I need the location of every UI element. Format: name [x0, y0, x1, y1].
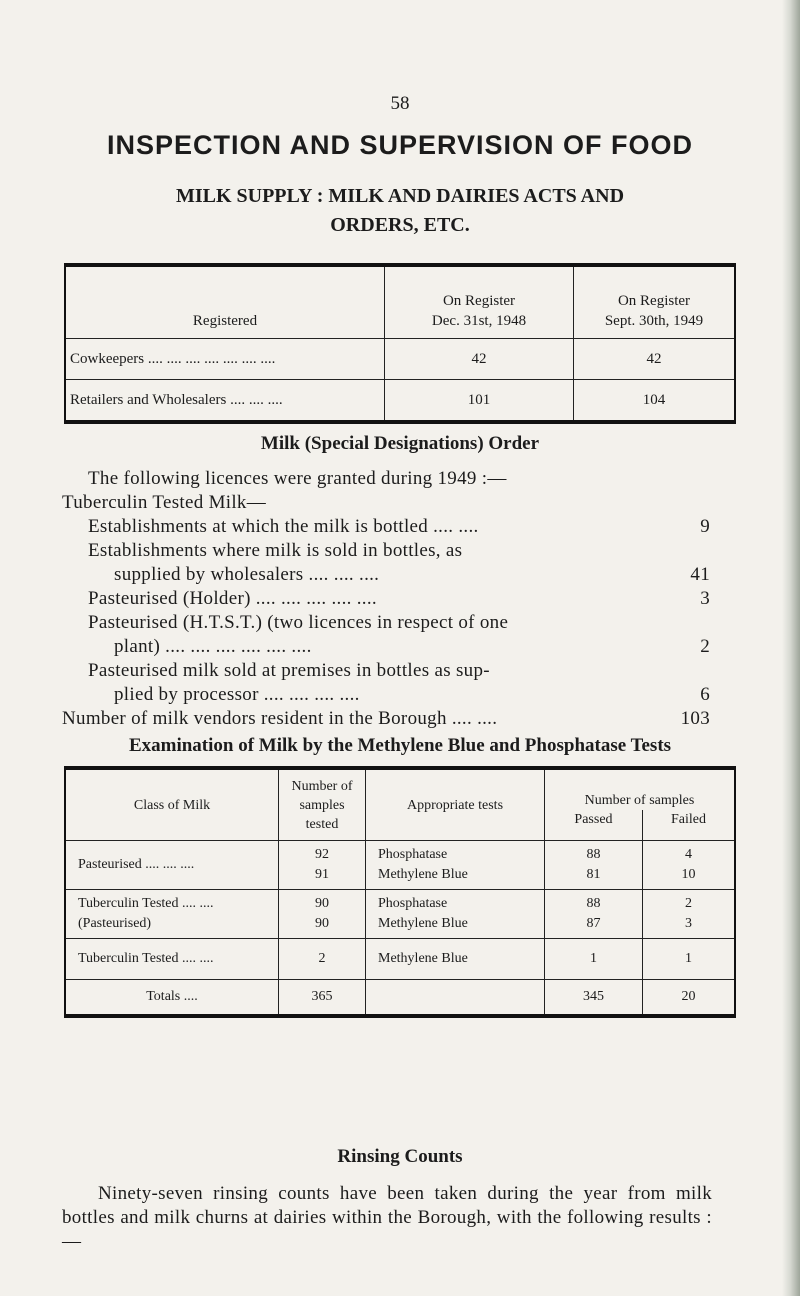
licences-intro: The following licences were granted during 1949 :— [88, 468, 507, 489]
table-row [65, 380, 735, 423]
cell-samples: 90 90 [279, 890, 366, 939]
col-header-samples: Number of samples tested [279, 768, 366, 841]
cell-sept-1949: 104 [574, 380, 736, 423]
totals-row [65, 980, 735, 1017]
col-header-registered: Registered [65, 265, 385, 339]
subtitle-line-1: MILK SUPPLY : MILK AND DAIRIES ACTS AND [175, 185, 625, 207]
col-header-class: Class of Milk [65, 768, 279, 841]
cell-samples: 92 91 [279, 841, 366, 890]
list-item: plant) .... .... .... .... .... .... 2 [114, 636, 710, 657]
cell-totals-tests [366, 980, 545, 1017]
licences-list [62, 467, 710, 731]
list-item: Pasteurised (Holder) .... .... .... .... .... 3 [88, 588, 710, 609]
list-item: Pasteurised milk sold at premises in bottles as sup- [88, 660, 490, 681]
cell-class: Tuberculin Tested .... .... [65, 939, 279, 980]
cell-tests: Methylene Blue [366, 939, 545, 980]
page-subtitle [0, 182, 800, 240]
list-item: Establishments at which the milk is bottled .... .... 9 [88, 516, 710, 537]
cell-samples: 2 [279, 939, 366, 980]
list-item: supplied by wholesalers .... .... .... 41 [114, 564, 710, 585]
cell-totals-failed: 20 [642, 980, 735, 1017]
cell-failed: 1 [642, 939, 735, 980]
subtitle-line-2: ORDERS, ETC. [330, 214, 470, 236]
cell-passed: 88 87 [545, 890, 643, 939]
licences-heading: Milk (Special Designations) Order [260, 433, 540, 454]
col-header-dec-1948: On Register Dec. 31st, 1948 [385, 265, 574, 339]
cell-totals-passed: 345 [545, 980, 643, 1017]
register-table [64, 263, 736, 424]
col-header-number-of-samples: Number of samples [545, 768, 736, 810]
cell-dec-1948: 42 [385, 339, 574, 380]
col-header-failed: Failed [642, 810, 735, 841]
list-item: Establishments where milk is sold in bottles, as [88, 540, 463, 561]
cell-totals-label: Totals .... [65, 980, 279, 1017]
cell-tests: Phosphatase Methylene Blue [366, 841, 545, 890]
row-label: Retailers and Wholesalers .... .... .... [65, 380, 385, 423]
exam-table [64, 766, 736, 1018]
cell-dec-1948: 101 [385, 380, 574, 423]
rinsing-paragraph: Ninety-seven rinsing counts have been taken during the year from milk bottles and milk churns at dairies within the Borough, with the following results :— [62, 1183, 712, 1252]
col-header-sept-1949: On Register Sept. 30th, 1949 [574, 265, 736, 339]
table-row [65, 841, 735, 890]
col-header-passed: Passed [545, 810, 643, 841]
cell-failed: 2 3 [642, 890, 735, 939]
cell-tests: Phosphatase Methylene Blue [366, 890, 545, 939]
page-number: 58 [390, 93, 410, 114]
cell-totals-samples: 365 [279, 980, 366, 1017]
table-row [65, 890, 735, 939]
table-row [65, 339, 735, 380]
cell-class: Pasteurised .... .... .... [65, 841, 279, 890]
list-item: Number of milk vendors resident in the Borough .... .... 103 [62, 708, 710, 729]
cell-passed: 1 [545, 939, 643, 980]
col-header-tests: Appropriate tests [366, 768, 545, 841]
page-title: INSPECTION AND SUPERVISION OF FOOD [106, 130, 694, 160]
row-label: Cowkeepers .... .... .... .... .... .... .... [65, 339, 385, 380]
list-item: Pasteurised (H.T.S.T.) (two licences in respect of one [88, 612, 509, 633]
cell-class: Tuberculin Tested .... .... (Pasteurised) [65, 890, 279, 939]
table-row [65, 939, 735, 980]
cell-failed: 4 10 [642, 841, 735, 890]
licences-category: Tuberculin Tested Milk— [62, 492, 267, 513]
rinsing-heading: Rinsing Counts [337, 1146, 463, 1167]
cell-sept-1949: 42 [574, 339, 736, 380]
list-item: plied by processor .... .... .... .... 6 [114, 684, 710, 705]
exam-heading: Examination of Milk by the Methylene Blue and Phosphatase Tests [128, 735, 672, 756]
cell-passed: 88 81 [545, 841, 643, 890]
